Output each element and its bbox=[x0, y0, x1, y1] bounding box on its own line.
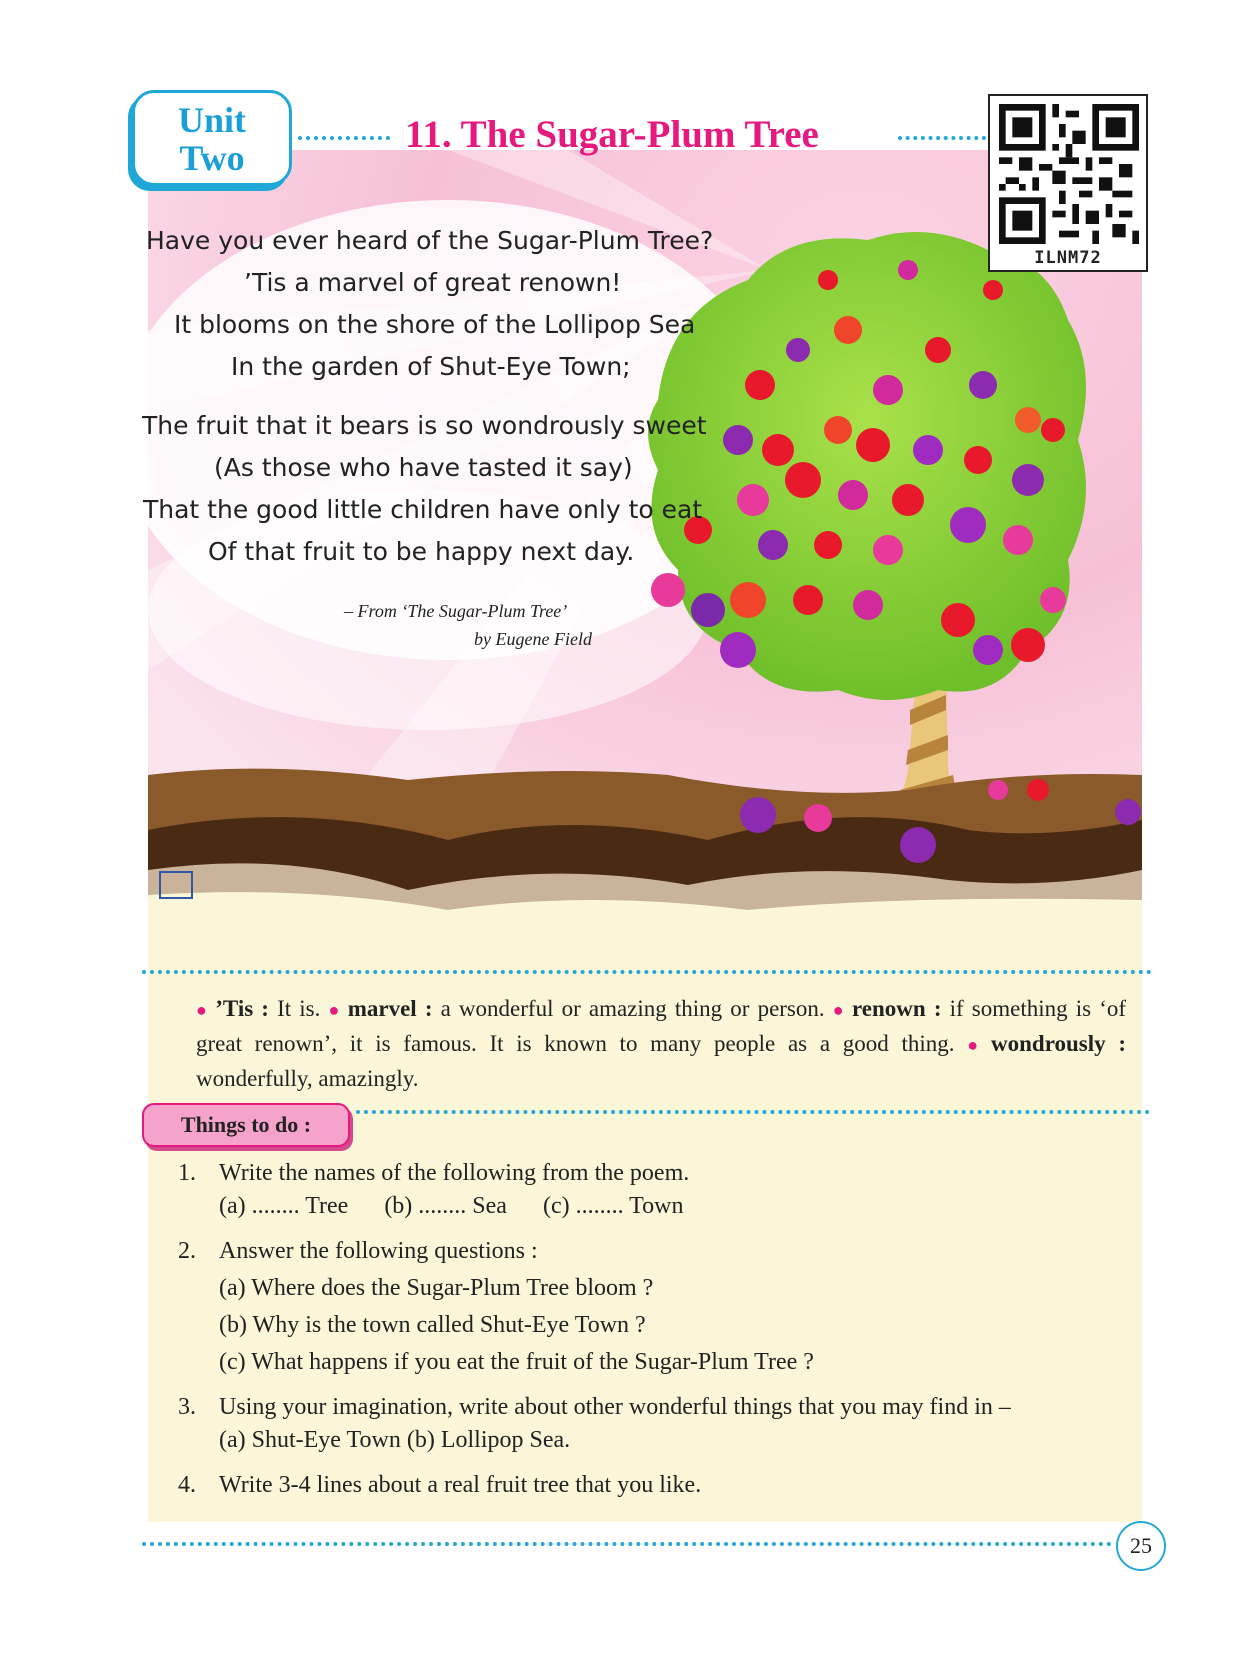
question-number: 3. bbox=[178, 1394, 196, 1420]
divider-glossary bbox=[142, 970, 1152, 974]
question-subpart: (c) What happens if you eat the fruit of the Sugar-Plum Tree ? bbox=[219, 1349, 814, 1375]
unit-label: Unit bbox=[177, 100, 246, 140]
glossary-definition: wonderfully, amazingly. bbox=[196, 1066, 419, 1091]
question-number: 1. bbox=[178, 1160, 196, 1186]
poem-author: by Eugene Field bbox=[474, 629, 592, 649]
question-number: 4. bbox=[178, 1472, 196, 1498]
poem-line: Have you ever heard of the Sugar-Plum Tree? bbox=[146, 226, 714, 255]
title-dots-left bbox=[298, 136, 390, 140]
page-title: 11. The Sugar-Plum Tree bbox=[405, 113, 819, 156]
qr-code-text: ILNM72 bbox=[1034, 248, 1102, 268]
question-number: 2. bbox=[178, 1238, 196, 1264]
glossary-term: wondrously : bbox=[991, 1031, 1126, 1056]
things-to-do-label: Things to do : bbox=[142, 1103, 350, 1147]
bullet-icon: ● bbox=[967, 1035, 986, 1055]
question-text: Answer the following questions : bbox=[219, 1238, 538, 1264]
poem-line: (As those who have tasted it say) bbox=[214, 453, 633, 482]
question-subpart: (a) ........ Tree (b) ........ Sea (c) ........ Town bbox=[219, 1193, 684, 1219]
question-text: Using your imagination, write about other wonderful things that you may find in – bbox=[219, 1394, 1011, 1420]
question-text: Write 3-4 lines about a real fruit tree that you like. bbox=[219, 1472, 702, 1498]
unit-badge bbox=[132, 90, 292, 186]
poem-line: In the garden of Shut-Eye Town; bbox=[231, 352, 631, 381]
poem-line: It blooms on the shore of the Lollipop Sea bbox=[174, 310, 696, 339]
footer-divider bbox=[142, 1542, 1112, 1546]
poem-line: Of that fruit to be happy next day. bbox=[208, 537, 635, 566]
unit-number: Two bbox=[179, 138, 245, 178]
glossary-definition: a wonderful or amazing thing or person. bbox=[432, 996, 833, 1021]
qr-code-icon bbox=[999, 104, 1139, 244]
title-dots-right bbox=[898, 136, 986, 140]
question-subpart: (a) Shut-Eye Town (b) Lollipop Sea. bbox=[219, 1427, 571, 1453]
poem-line: ’Tis a marvel of great renown! bbox=[244, 268, 622, 297]
glossary-definition: if something is ‘of great renown’, it is famous. It is known to many people as a good thing. bbox=[196, 996, 1127, 1056]
bullet-icon: ● bbox=[196, 1000, 210, 1020]
page-number: 25 bbox=[1116, 1521, 1166, 1571]
bullet-icon: ● bbox=[328, 1000, 342, 1020]
glossary-definition: It is. bbox=[268, 996, 329, 1021]
question-text: Write the names of the following from the poem. bbox=[219, 1160, 690, 1186]
qr-code[interactable] bbox=[988, 94, 1148, 272]
question-subpart: (b) Why is the town called Shut-Eye Town ? bbox=[219, 1312, 646, 1338]
glossary-term: ’Tis : bbox=[215, 996, 269, 1021]
bullet-icon: ● bbox=[832, 1000, 847, 1020]
glossary-term: marvel : bbox=[347, 996, 433, 1021]
poem-line: The fruit that it bears is so wondrously sweet bbox=[142, 411, 707, 440]
poem-source: – From ‘The Sugar-Plum Tree’ bbox=[344, 601, 568, 621]
divider-things-to-do bbox=[356, 1110, 1150, 1114]
question-subpart: (a) Where does the Sugar-Plum Tree bloom ? bbox=[219, 1275, 654, 1301]
glossary bbox=[196, 992, 1126, 1095]
poem-line: That the good little children have only to eat bbox=[143, 495, 703, 524]
glossary-term: renown : bbox=[852, 996, 942, 1021]
